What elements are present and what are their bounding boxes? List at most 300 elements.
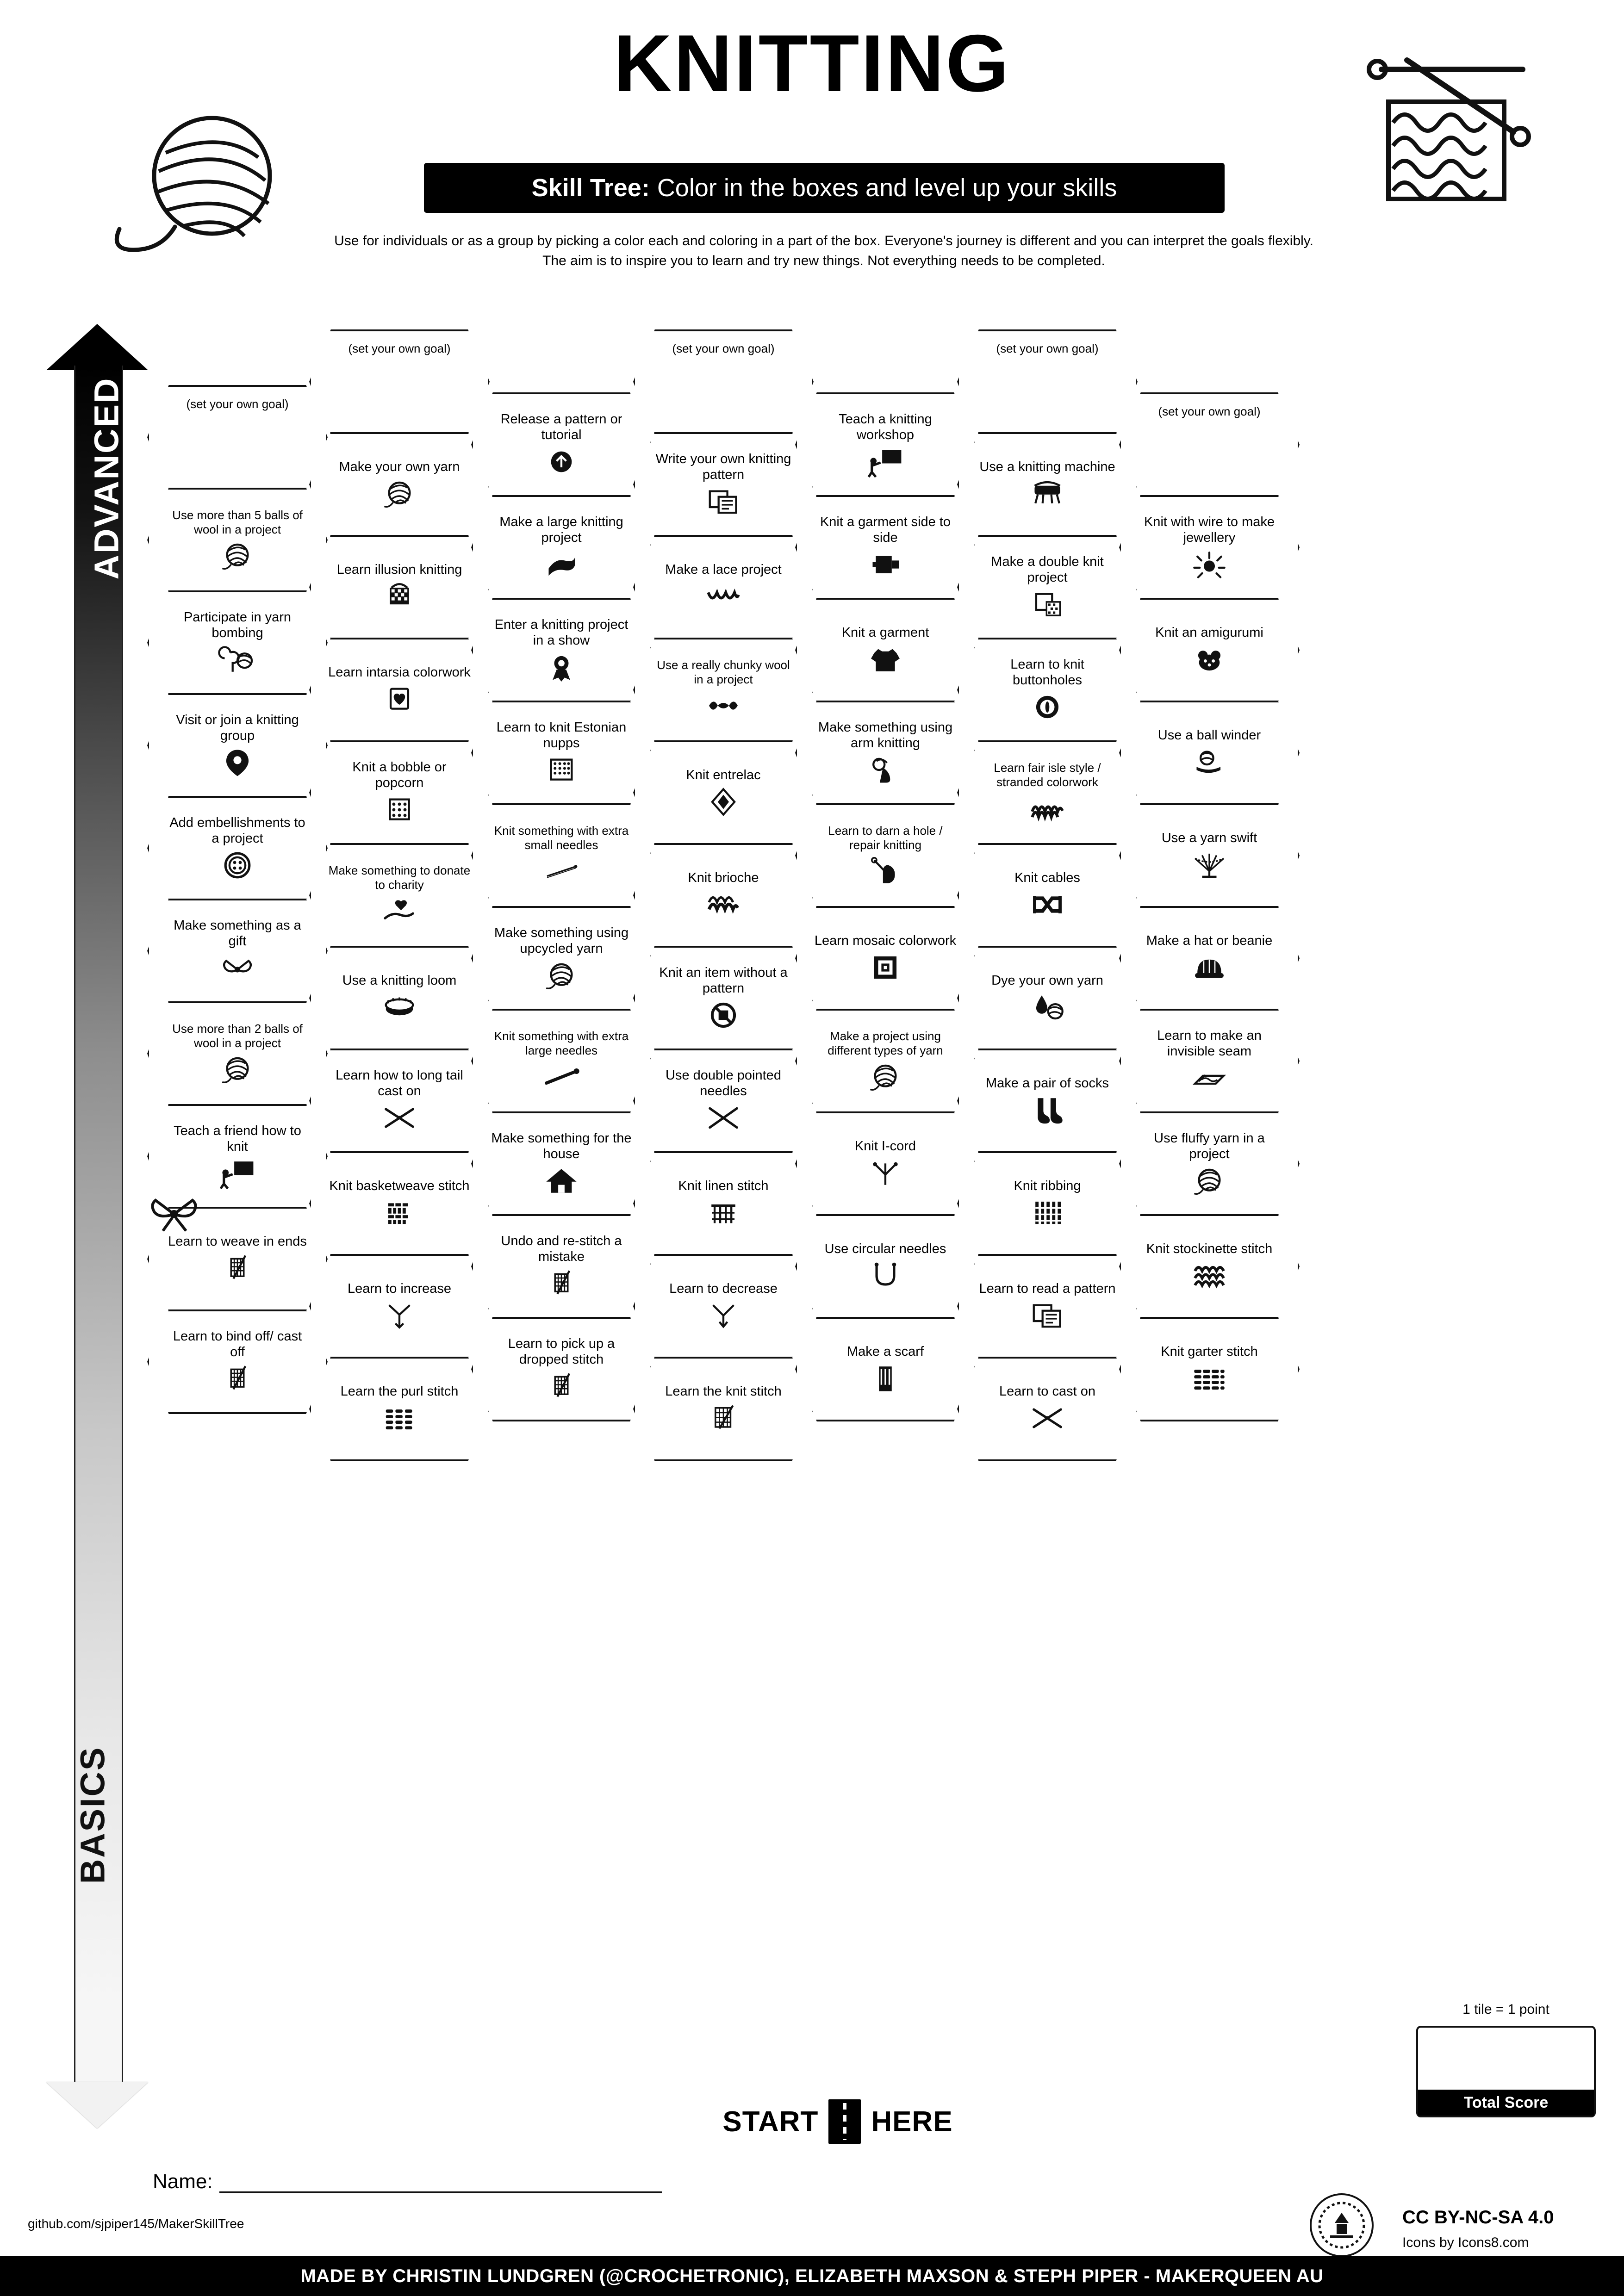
skill-tile-content [957, 535, 1138, 639]
skill-tile-content [633, 740, 814, 845]
upload-icon [541, 446, 581, 478]
chunky-yarn-icon [703, 689, 743, 722]
yarn-ball-icon [1189, 1165, 1229, 1197]
skill-tile-label: Learn to cast on [999, 1384, 1095, 1399]
skill-tile-label: Knit cables [1014, 870, 1080, 885]
intro-text: Use for individuals or as a group by picking a color each and coloring in a part of the box. Everyone's journey is different and you can interpret the goals flexibly. The aim is to inspire you to learn and try new things. Not everything needs to be completed. [334, 233, 1313, 268]
skill-tile-content [633, 638, 814, 742]
knitting-swatch-icon [218, 1252, 257, 1285]
skill-tile-content [957, 1151, 1138, 1256]
skill-tile[interactable] [1119, 392, 1300, 497]
skill-tile-label: Visit or join a knitting group [176, 712, 299, 743]
skill-tile[interactable] [1119, 598, 1300, 702]
skill-tile-label: Learn illusion knitting [336, 562, 462, 577]
skill-tile-label: Use a ball winder [1157, 727, 1261, 743]
skill-tile-content [795, 1214, 976, 1319]
mosaic-icon [865, 951, 905, 984]
skill-tile[interactable] [795, 701, 976, 805]
skill-tile-label: Make something using upcycled yarn [494, 925, 629, 956]
skill-tile-content [1119, 598, 1300, 702]
skill-tile-content [1119, 495, 1300, 600]
skill-tile[interactable] [147, 1001, 328, 1106]
skill-tile-label: Learn fair isle style / stranded colorwork [994, 761, 1101, 789]
skill-tile-content [1119, 1317, 1300, 1421]
skill-tile-content [1119, 803, 1300, 908]
skill-tile-content [309, 329, 490, 434]
double-knit-icon [1027, 588, 1067, 621]
skill-tile-label: Learn to make an invisible seam [1157, 1028, 1262, 1059]
garment-side-icon [865, 548, 905, 581]
purl-stitch-icon [380, 1402, 419, 1434]
skill-tile[interactable] [309, 535, 490, 639]
skill-tile-content [957, 1357, 1138, 1461]
skill-tile[interactable] [309, 329, 490, 434]
skill-tile[interactable] [309, 946, 490, 1050]
linen-stitch-icon [703, 1197, 743, 1229]
socks-icon [1027, 1094, 1067, 1126]
seam-icon [1189, 1062, 1229, 1094]
skill-tile-label: Make something as a gift [174, 918, 301, 949]
skill-tile[interactable] [309, 1151, 490, 1256]
skill-tile-label: Use fluffy yarn in a project [1154, 1130, 1265, 1161]
skill-tile[interactable] [309, 638, 490, 742]
skill-tile[interactable] [633, 638, 814, 742]
skill-tile-content [795, 803, 976, 908]
tile-point-note: 1 tile = 1 point [1462, 2002, 1549, 2017]
skill-tile-label: Knit brioche [688, 870, 759, 885]
skill-tile[interactable] [633, 1357, 814, 1461]
start-word: START [722, 2105, 819, 2138]
skill-tile-content [1119, 701, 1300, 805]
skill-tile-content [633, 535, 814, 639]
here-word: HERE [871, 2105, 953, 2138]
skill-tile-content [147, 899, 328, 1003]
skill-tile-label: Learn mosaic colorwork [814, 933, 957, 948]
checker-basket-icon [380, 580, 419, 613]
start-here-row [662, 2096, 1014, 2147]
ball-winder-icon [1189, 746, 1229, 778]
skill-tile-content [309, 1254, 490, 1359]
skill-tile-content [147, 385, 328, 490]
increase-icon [380, 1299, 419, 1332]
skill-tile-label: Learn the knit stitch [665, 1384, 782, 1399]
skill-tile[interactable] [633, 1049, 814, 1153]
skill-tile-label: Knit an amigurumi [1155, 625, 1263, 640]
blanket-icon [541, 548, 581, 581]
skill-tile-content [795, 392, 976, 497]
scarf-icon [865, 1362, 905, 1395]
skill-tile[interactable] [795, 1009, 976, 1113]
skill-tile-label: (set your own goal) [186, 397, 289, 411]
skill-tile-content [471, 1317, 652, 1421]
ribbing-icon [1027, 1197, 1067, 1229]
skill-tile[interactable] [147, 1309, 328, 1414]
page-title: KNITTING [613, 19, 1011, 109]
skill-tile-label: Use circular needles [824, 1241, 946, 1256]
skill-tile[interactable] [957, 740, 1138, 845]
skill-tile[interactable] [795, 906, 976, 1011]
skill-tile-content [147, 488, 328, 592]
skill-tile-label: (set your own goal) [672, 341, 775, 355]
wire-jewellery-icon [1189, 548, 1229, 581]
skill-tile-label: Use a knitting loom [342, 973, 457, 988]
skill-tile-content [795, 1009, 976, 1113]
skill-tile-label: Write your own knitting pattern [655, 451, 791, 482]
skill-tile-content [957, 1254, 1138, 1359]
skill-tile-content [957, 843, 1138, 948]
skill-tile[interactable] [471, 906, 652, 1011]
skill-tile-content [471, 1009, 652, 1113]
skill-tile[interactable] [957, 843, 1138, 948]
house-icon [541, 1165, 581, 1197]
skill-tile[interactable] [633, 740, 814, 845]
skill-tile-label: Learn to pick up a dropped stitch [508, 1336, 615, 1367]
skill-tile-content [795, 598, 976, 702]
nupps-swatch-icon [541, 754, 581, 786]
arm-knitting-icon [865, 754, 905, 786]
skill-tile-content [633, 1254, 814, 1359]
skill-tile[interactable] [471, 803, 652, 908]
knitting-swatch-icon [218, 1363, 257, 1395]
skill-tile[interactable] [633, 1254, 814, 1359]
cable-icon [1027, 888, 1067, 921]
skill-tile[interactable] [795, 803, 976, 908]
skill-tile-label: Make a hat or beanie [1146, 933, 1273, 948]
knitting-loom-icon [380, 991, 419, 1024]
skill-tile-label: Make a scarf [847, 1344, 924, 1359]
icons-credit: Icons by Icons8.com [1402, 2235, 1529, 2250]
skill-tile-content [471, 495, 652, 600]
knitting-swatch-icon [541, 1370, 581, 1402]
brioche-icon [703, 888, 743, 921]
skill-tile-content [471, 598, 652, 702]
decrease-icon [703, 1299, 743, 1332]
skill-tile-content [795, 906, 976, 1011]
skill-tile-label: Learn to knit buttonholes [1010, 657, 1084, 688]
skill-tile-label: Teach a friend how to knit [174, 1123, 301, 1154]
github-link[interactable]: github.com/sjpiper145/MakerSkillTree [28, 2216, 244, 2231]
stockinette-icon [1189, 1260, 1229, 1292]
skill-tile[interactable] [795, 1317, 976, 1421]
skill-tile-content [795, 1317, 976, 1421]
skill-tile[interactable] [1119, 1317, 1300, 1421]
skill-tile-content [309, 432, 490, 537]
skill-tile[interactable] [1119, 906, 1300, 1011]
name-label: Name: [153, 2170, 213, 2193]
skill-tile[interactable] [1119, 701, 1300, 805]
skill-tile[interactable] [795, 598, 976, 702]
skill-tile-content [309, 1049, 490, 1153]
skill-tile-label: Make a project using different types of yarn [828, 1029, 943, 1057]
skill-tile[interactable] [795, 392, 976, 497]
skill-tile[interactable] [1119, 1214, 1300, 1319]
skill-tile[interactable] [1119, 1009, 1300, 1113]
skill-tile[interactable] [147, 590, 328, 695]
gift-bow-icon [218, 952, 257, 984]
skill-tile-label: Learn to darn a hole / repair knitting [828, 824, 943, 852]
skill-tile-content [471, 803, 652, 908]
award-ribbon-icon [541, 651, 581, 683]
skill-tile-label: Learn to knit Estonian nupps [496, 720, 627, 751]
skill-tile-content [1119, 392, 1300, 497]
skill-tile-label: Knit garter stitch [1161, 1344, 1258, 1359]
skill-tile[interactable] [309, 1254, 490, 1359]
subtitle-lead: Skill Tree: [531, 174, 650, 202]
yarn-ball-icon [541, 959, 581, 992]
skill-tile[interactable] [1119, 1111, 1300, 1216]
beanie-icon [1189, 951, 1229, 984]
skill-tile-content [633, 946, 814, 1050]
skill-tile-label: Learn to bind off/ cast off [173, 1328, 302, 1359]
skill-tile-content [633, 843, 814, 948]
total-score-label: Total Score [1418, 2090, 1594, 2116]
fairisle-icon [1027, 792, 1067, 825]
skill-tile-label: Use a knitting machine [979, 459, 1115, 474]
skill-tile-label: Knit ribbing [1014, 1178, 1081, 1193]
teaching-icon [865, 446, 905, 478]
skill-tile[interactable] [1119, 495, 1300, 600]
skill-tile-label: Make your own yarn [339, 459, 460, 474]
darning-icon [865, 855, 905, 887]
skill-tile-label: Knit something with extra small needles [494, 824, 629, 852]
skill-tile-content [1119, 1111, 1300, 1216]
skill-tile-label: Knit a bobble or popcorn [352, 759, 447, 790]
skill-tile-label: Teach a knitting workshop [839, 411, 932, 442]
skill-tile[interactable] [309, 1049, 490, 1153]
skill-tile-label: Undo and re-stitch a mistake [501, 1233, 622, 1264]
skill-tile[interactable] [633, 329, 814, 434]
no-pattern-icon [703, 999, 743, 1031]
skill-tile-content [957, 329, 1138, 434]
skill-tile-content [795, 495, 976, 600]
skill-tile-label: Make something to donate to charity [328, 863, 471, 892]
skill-tile-label: Learn how to long tail cast on [336, 1067, 463, 1098]
skill-tile[interactable] [633, 535, 814, 639]
skill-tile-content [957, 1049, 1138, 1153]
skill-tile[interactable] [147, 796, 328, 900]
skill-tile-label: Knit an item without a pattern [659, 965, 788, 996]
dpn-icon [703, 1102, 743, 1134]
skill-tile-label: Use a yarn swift [1161, 830, 1257, 845]
yarn-swift-icon [1189, 849, 1229, 881]
skill-tile[interactable] [471, 392, 652, 497]
dotted-swatch-icon [380, 794, 419, 826]
skill-tile-label: Participate in yarn bombing [183, 609, 292, 640]
skill-tile-label: Knit with wire to make jewellery [1144, 514, 1275, 545]
skill-tile-content [471, 1111, 652, 1216]
skill-tile-label: Use a really chunky wool in a project [657, 658, 790, 686]
entrelac-diamond-icon [703, 786, 743, 818]
teaching-icon [218, 1157, 257, 1190]
skill-tile[interactable] [471, 701, 652, 805]
skill-tile[interactable] [957, 432, 1138, 537]
name-field[interactable] [153, 2170, 662, 2193]
map-pin-icon [218, 746, 257, 779]
large-needles-icon [541, 1061, 581, 1093]
skill-tile[interactable] [147, 693, 328, 798]
skill-tile-content [957, 740, 1138, 845]
skill-tile-content [957, 638, 1138, 742]
skill-tile-content [795, 701, 976, 805]
amigurumi-icon [1189, 643, 1229, 676]
skill-tile[interactable] [957, 535, 1138, 639]
skill-tile-label: (set your own goal) [348, 341, 451, 355]
skill-tile-content [147, 590, 328, 695]
skill-tile[interactable] [957, 638, 1138, 742]
axis-label-advanced: ADVANCED [87, 377, 126, 580]
skill-tile-content [309, 535, 490, 639]
skill-tile-content [633, 1049, 814, 1153]
skill-tile-content [957, 946, 1138, 1050]
skill-tile[interactable] [1119, 803, 1300, 908]
skill-tile[interactable] [309, 432, 490, 537]
skill-tile-label: Make a pair of socks [986, 1075, 1109, 1091]
dye-yarn-icon [1027, 991, 1067, 1024]
skill-tile-label: Learn to increase [347, 1281, 452, 1296]
skill-tile-content [147, 1001, 328, 1106]
skill-tile-content [633, 432, 814, 537]
tshirt-icon [865, 643, 905, 676]
button-icon [218, 849, 257, 881]
skill-tile-content [309, 1151, 490, 1256]
buttonhole-icon [1027, 691, 1067, 723]
skill-tile-label: Learn intarsia colorwork [328, 664, 471, 680]
skill-tile-label: Knit linen stitch [678, 1178, 769, 1193]
skill-tile[interactable] [957, 1357, 1138, 1461]
skill-tile[interactable] [309, 1357, 490, 1461]
skill-tile[interactable] [471, 1214, 652, 1319]
skill-tile-label: Learn to read a pattern [979, 1281, 1116, 1296]
skill-tile-content [309, 946, 490, 1050]
skill-tile-content [795, 1111, 976, 1216]
skill-tile-content [1119, 906, 1300, 1011]
pattern-document-icon [1027, 1299, 1067, 1332]
skill-tile-content [471, 906, 652, 1011]
skill-tile-label: Make something for the house [491, 1130, 632, 1161]
skill-tile-content [1119, 1214, 1300, 1319]
skill-tile-label: Knit stockinette stitch [1146, 1241, 1273, 1256]
skill-tile-label: Learn to weave in ends [168, 1234, 307, 1249]
skill-tile[interactable] [633, 432, 814, 537]
skill-tile[interactable] [957, 1254, 1138, 1359]
skill-tile-label: Make a large knitting project [499, 514, 623, 545]
lace-icon [703, 580, 743, 613]
skill-tile-label: Release a pattern or tutorial [500, 411, 622, 442]
skill-tile-content [471, 392, 652, 497]
cc-badge-icon [1310, 2193, 1374, 2257]
skill-tile[interactable] [471, 598, 652, 702]
circular-needles-icon [865, 1260, 905, 1292]
knit-stitch-icon [703, 1402, 743, 1434]
skill-tile[interactable] [957, 1151, 1138, 1256]
skill-tile-content [633, 1151, 814, 1256]
subtitle-rest: Color in the boxes and level up your skills [657, 174, 1117, 202]
knitting-machine-icon [1027, 478, 1067, 510]
skill-tile[interactable] [309, 740, 490, 845]
heart-square-icon [380, 683, 419, 715]
tree-yarn-icon [218, 644, 257, 676]
skill-tile-content [309, 740, 490, 845]
skill-tile-content [471, 701, 652, 805]
skill-tile[interactable] [471, 1111, 652, 1216]
skill-tile[interactable] [633, 843, 814, 948]
axis-label-basics: BASICS [73, 1746, 112, 1884]
garter-icon [1189, 1362, 1229, 1395]
skill-tile-label: Knit a garment [841, 625, 929, 640]
pattern-document-icon [703, 485, 743, 518]
skill-tile-content [957, 432, 1138, 537]
knitting-swatch-icon [541, 1267, 581, 1300]
skill-tile[interactable] [957, 1049, 1138, 1153]
skill-tile-label: Make something using arm knitting [818, 720, 953, 751]
skill-tile-label: (set your own goal) [996, 341, 1099, 355]
icord-icon [865, 1157, 905, 1189]
skill-tile[interactable] [471, 495, 652, 600]
skill-tile[interactable] [957, 329, 1138, 434]
hand-heart-icon [380, 895, 419, 927]
skill-tile-content [633, 1357, 814, 1461]
cast-on-needles-icon [1027, 1402, 1067, 1434]
skill-tile[interactable] [147, 385, 328, 490]
skill-tile-content [147, 693, 328, 798]
gift-bow-icon [146, 1192, 202, 1236]
license-text: CC BY-NC-SA 4.0 [1402, 2207, 1554, 2228]
skill-tile[interactable] [633, 946, 814, 1050]
skill-tile-label: Learn to decrease [669, 1281, 778, 1296]
skill-tile-label: Use more than 2 balls of wool in a project [172, 1022, 303, 1050]
yarn-ball-icon [218, 1053, 257, 1086]
yarn-ball-icon [380, 478, 419, 510]
skill-tile-label: (set your own goal) [1158, 404, 1261, 418]
footer-credits: MADE BY CHRISTIN LUNDGREN (@CROCHETRONIC), ELIZABETH MAXSON & STEPH PIPER - MAKERQUEEN AU [0, 2256, 1624, 2296]
skill-tile-label: Add embellishments to a project [169, 815, 305, 846]
skill-tile[interactable] [795, 495, 976, 600]
skill-tile-content [309, 638, 490, 742]
score-input-area[interactable] [1418, 2028, 1594, 2088]
skill-tile-content [309, 843, 490, 948]
total-score-box[interactable] [1416, 2002, 1596, 2117]
road-icon [828, 2099, 861, 2144]
basketweave-icon [380, 1197, 419, 1229]
skill-tile-label: Dye your own yarn [991, 973, 1103, 988]
skill-tile[interactable] [795, 1214, 976, 1319]
skill-tile-label: Knit I-cord [854, 1138, 916, 1154]
small-needles-icon [541, 855, 581, 887]
skill-tile[interactable] [633, 1151, 814, 1256]
skill-tile-label: Use more than 5 balls of wool in a project [172, 508, 303, 536]
skill-tile[interactable] [957, 946, 1138, 1050]
skill-tile-label: Make a lace project [665, 562, 782, 577]
name-input-line[interactable] [219, 2176, 662, 2193]
skill-tile-content [1119, 1009, 1300, 1113]
skill-tile-label: Enter a knitting project in a show [494, 617, 628, 648]
skill-tile-label: Make a double knit project [991, 554, 1104, 585]
skill-tile[interactable] [309, 843, 490, 948]
skill-tile-label: Knit basketweave stitch [329, 1178, 470, 1193]
skill-tile[interactable] [147, 488, 328, 592]
skill-tile-content [633, 329, 814, 434]
skill-tile[interactable] [147, 899, 328, 1003]
skill-tile[interactable] [795, 1111, 976, 1216]
skill-tile-label: Use double pointed needles [666, 1067, 781, 1098]
yarn-ball-icon [865, 1061, 905, 1093]
skill-tile[interactable] [471, 1317, 652, 1421]
yarn-ball-icon [218, 540, 257, 572]
skill-tile-label: Knit entrelac [686, 767, 761, 782]
skill-tile-content [471, 1214, 652, 1319]
cast-on-needles-icon [380, 1102, 419, 1134]
skill-tile[interactable] [471, 1009, 652, 1113]
